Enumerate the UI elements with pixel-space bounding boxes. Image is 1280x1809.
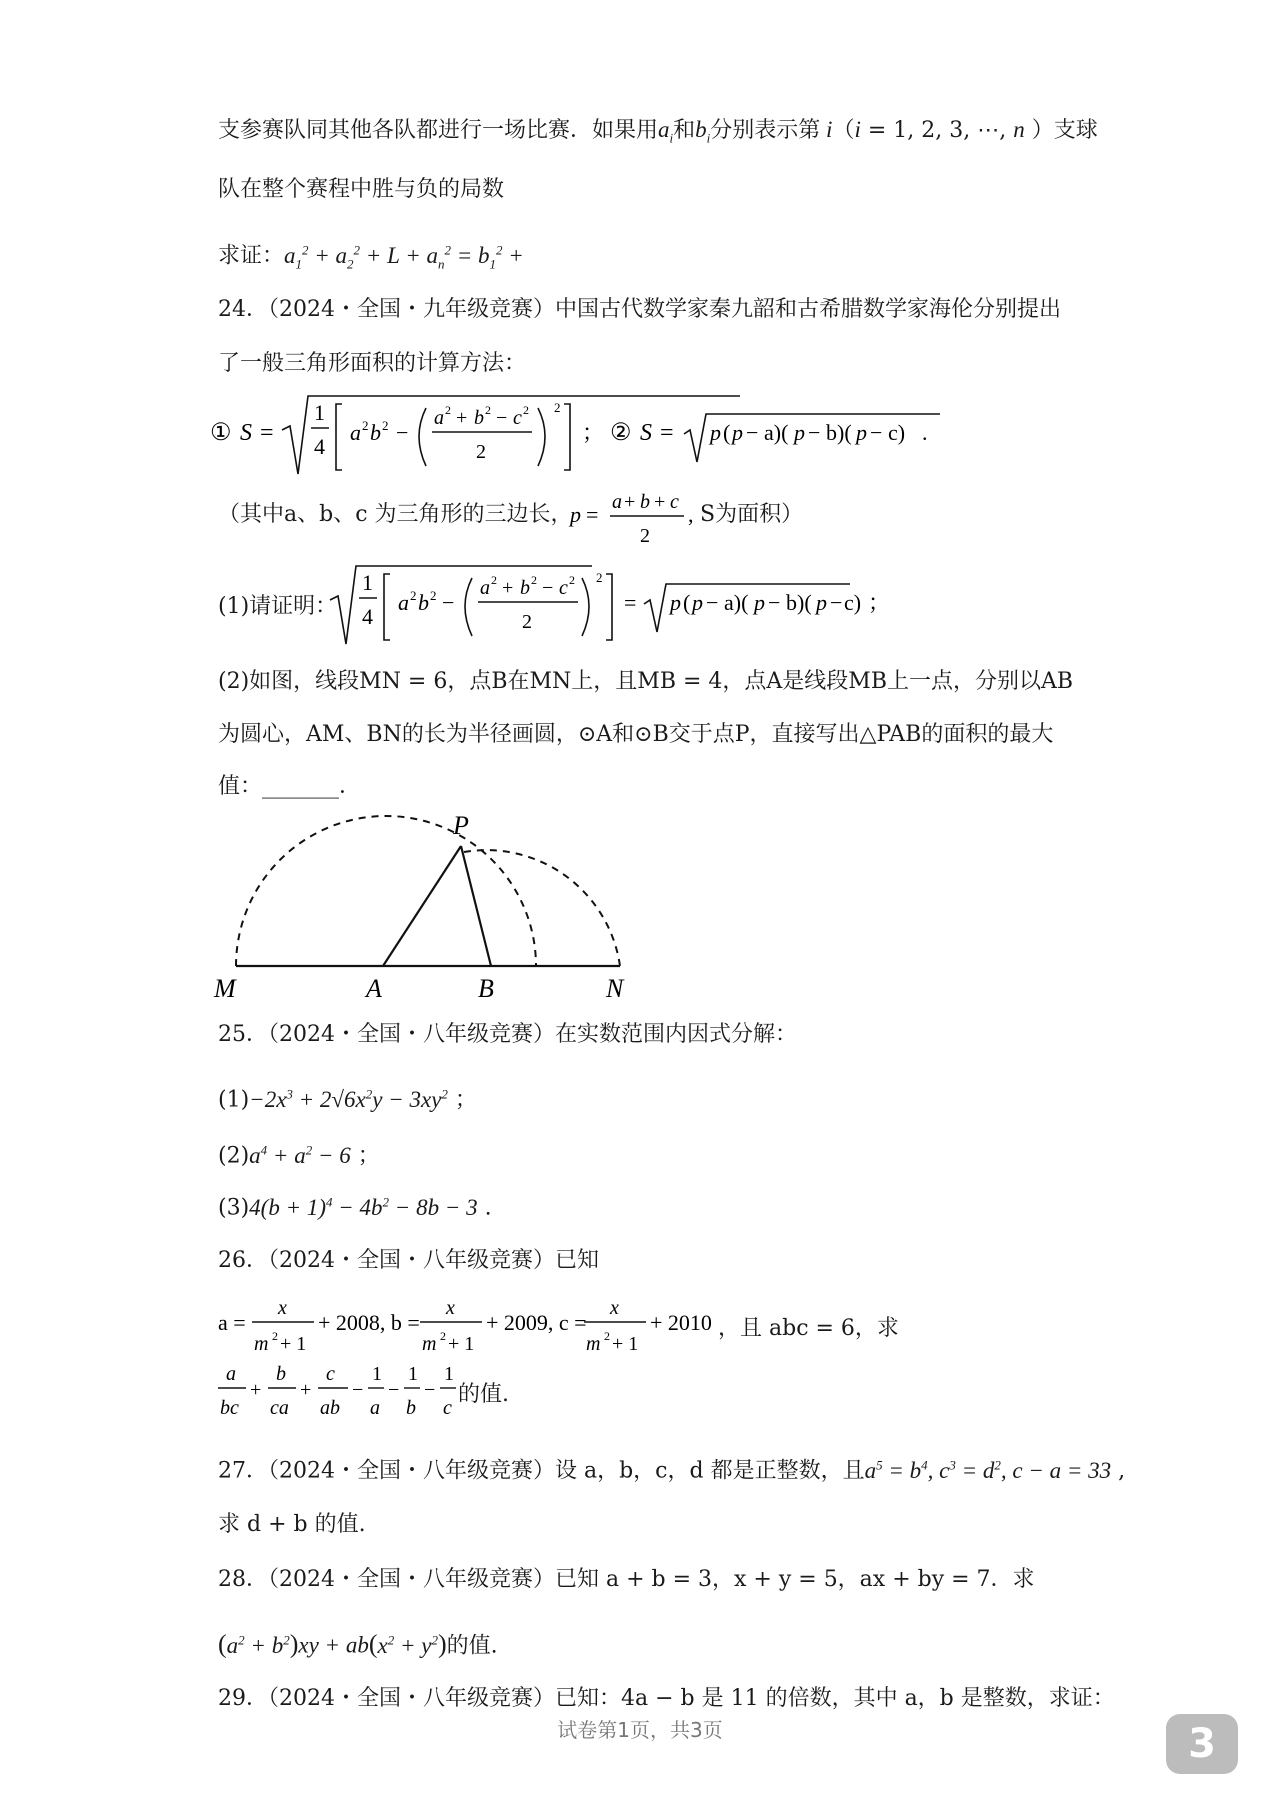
p24-q2-line2: 为圆心，AM、BN的长为半径画圆，⊙A和⊙B交于点P，直接写出△PAB的面积的最大 — [218, 722, 1054, 747]
svg-text:m: m — [254, 1333, 269, 1355]
p28-line1: 28．（2024・全国・八年级竞赛）已知 a + b = 3，x + y = 5，ax + by = 7．求 — [218, 1567, 1035, 1592]
svg-text:=: = — [660, 420, 674, 446]
svg-text:b: b — [520, 577, 530, 599]
svg-text:p: p — [732, 420, 743, 445]
svg-text:a: a — [226, 1363, 236, 1385]
p23-line3: 求证：$a_1^2 + a_2^2 + L + a_n^2 = b_1^2$ + — [218, 242, 524, 272]
svg-text:a =: a = — [218, 1310, 246, 1335]
svg-text:p: p — [670, 590, 681, 615]
svg-text:2: 2 — [445, 403, 451, 417]
svg-text:x: x — [610, 1297, 619, 1319]
svg-text:a: a — [350, 420, 361, 445]
svg-text:4: 4 — [362, 604, 373, 629]
svg-text:2: 2 — [569, 573, 575, 587]
svg-text:(: ( — [723, 420, 731, 445]
svg-text:b: b — [474, 407, 484, 429]
svg-text:；: ； — [868, 590, 891, 615]
p25-q2: $(2)a^4 + a^2 - 6$ ； — [218, 1142, 380, 1169]
svg-text:−: − — [706, 590, 719, 615]
svg-text:.: . — [922, 420, 928, 445]
geometry-figure — [200, 800, 660, 1010]
svg-text:1: 1 — [444, 1363, 454, 1385]
svg-text:2: 2 — [440, 1329, 446, 1343]
svg-text:S: S — [640, 420, 652, 446]
p24-q1-label: (1)请证明： — [218, 594, 338, 619]
p27-line2: 求 d + b 的值. — [218, 1512, 366, 1537]
p25-q1: $(1)-2x^3 + 2√6x^2y - 3xy^2$ ； — [218, 1086, 477, 1113]
svg-text:p: p — [794, 420, 805, 445]
p26-line1: 26．（2024・全国・八年级竞赛）已知 — [218, 1248, 599, 1273]
svg-text:c): c) — [888, 420, 906, 445]
p25-q3: $(3)4(b + 1)^4 - 4b^2 - 8b - 3$ . — [218, 1194, 492, 1221]
p24-q2-line3: 值：_______． — [218, 774, 362, 799]
svg-text:+ 1: + 1 — [612, 1333, 639, 1355]
svg-text:(: ( — [683, 590, 691, 615]
svg-text:a: a — [434, 407, 444, 429]
svg-text:1: 1 — [314, 400, 325, 425]
svg-text:+: + — [502, 577, 514, 599]
svg-text:2: 2 — [554, 400, 561, 415]
svg-text:2: 2 — [491, 573, 497, 587]
svg-text:−: − — [388, 1379, 400, 1401]
svg-text:2: 2 — [430, 588, 437, 603]
svg-text:m: m — [586, 1333, 601, 1355]
svg-text:2: 2 — [410, 588, 417, 603]
label-a: A — [366, 974, 382, 1003]
segment-pb — [461, 846, 491, 966]
svg-text:1: 1 — [408, 1363, 418, 1385]
svg-text:b: b — [406, 1397, 416, 1419]
page-number-badge[interactable]: 3 — [1166, 1714, 1238, 1774]
svg-text:+: + — [624, 491, 636, 513]
svg-text:S: S — [240, 420, 252, 446]
svg-text:+ 2009, c =: + 2009, c = — [486, 1310, 587, 1335]
svg-text:−: − — [830, 590, 843, 615]
svg-text:2: 2 — [362, 418, 369, 433]
svg-text:+ 1: + 1 — [448, 1333, 475, 1355]
svg-text:x: x — [446, 1297, 455, 1319]
svg-text:=: = — [586, 502, 599, 527]
svg-text:a: a — [480, 577, 490, 599]
svg-text:b: b — [370, 420, 381, 445]
svg-text:p: p — [754, 590, 765, 615]
circle-a-arc — [236, 816, 536, 966]
svg-text:a: a — [370, 1397, 380, 1419]
segment-pa — [383, 846, 461, 966]
svg-text:2: 2 — [272, 1329, 278, 1343]
svg-text:2: 2 — [382, 418, 389, 433]
svg-text:−: − — [396, 420, 409, 445]
svg-text:−: − — [352, 1379, 364, 1401]
p26-condition: ，且 abc = 6，求 — [718, 1316, 899, 1341]
p26-definitions — [218, 1292, 718, 1362]
svg-text:+: + — [654, 491, 666, 513]
svg-text:p: p — [692, 590, 703, 615]
svg-text:−: − — [496, 407, 508, 429]
svg-text:b)(: b)( — [786, 590, 812, 615]
p24-note: （其中a、b、c 为三角形的三边长， — [218, 502, 573, 527]
svg-text:；: ； — [582, 420, 605, 445]
label-n: N — [606, 974, 624, 1003]
svg-text:1: 1 — [362, 570, 373, 595]
svg-text:b: b — [418, 590, 429, 615]
p24-q2-line1: (2)如图，线段MN = 6，点B在MN上，且MB = 4，点A是线段MB上一点，分别以AB — [218, 669, 1074, 694]
identity-to-prove — [330, 560, 890, 650]
svg-text:,: , — [688, 502, 694, 527]
svg-text:+ 2010: + 2010 — [650, 1310, 712, 1335]
svg-text:x: x — [278, 1297, 287, 1319]
svg-text:+: + — [250, 1379, 262, 1401]
svg-text:b)(: b)( — [826, 420, 852, 445]
svg-text:=: = — [624, 590, 637, 615]
p29-line1: 29．（2024・全国・八年级竞赛）已知：4a − b 是 11 的倍数，其中 a，b 是整数，求证： — [218, 1686, 1115, 1711]
svg-text:2: 2 — [531, 573, 537, 587]
svg-text:2: 2 — [523, 403, 529, 417]
svg-text:b: b — [276, 1363, 286, 1385]
svg-text:−: − — [768, 590, 781, 615]
p23-line1: 支参赛队同其他各队都进行一场比赛．如果用$a_i$和$b_i$分别表示第 i（i = 1, 2, 3, ⋯, n ）支球 — [218, 117, 1098, 146]
svg-text:a: a — [612, 491, 622, 513]
p24-line2: 了一般三角形面积的计算方法： — [218, 351, 527, 376]
svg-text:c: c — [559, 577, 568, 599]
svg-text:c: c — [443, 1397, 452, 1419]
svg-text:c: c — [670, 491, 679, 513]
p24-note-tail: S为面积） — [700, 502, 804, 527]
svg-text:a)(: a)( — [764, 420, 789, 445]
svg-text:m: m — [422, 1333, 437, 1355]
svg-text:−: − — [746, 420, 759, 445]
svg-text:c): c) — [844, 590, 862, 615]
svg-text:b: b — [640, 491, 650, 513]
svg-text:−: − — [542, 577, 554, 599]
svg-text:+: + — [300, 1379, 312, 1401]
label-b: B — [478, 974, 494, 1003]
svg-text:a)(: a)( — [724, 590, 749, 615]
p25-line1: 25．（2024・全国・八年级竞赛）在实数范围内因式分解： — [218, 1022, 797, 1047]
p23-line2: 队在整个赛程中胜与负的局数 — [218, 177, 505, 202]
label-p: P — [453, 811, 469, 840]
p24-line1: 24．（2024・全国・九年级竞赛）中国古代数学家秦九韶和古希腊数学家海伦分别提出 — [218, 297, 1061, 322]
svg-text:−: − — [870, 420, 883, 445]
svg-text:2: 2 — [522, 611, 532, 633]
label-m: M — [214, 974, 236, 1003]
svg-text:1: 1 — [372, 1363, 382, 1385]
p28-line2: $(a^2 + b^2)xy + ab(x^2 + y^2)$的值. — [218, 1629, 498, 1659]
svg-text:2: 2 — [476, 441, 486, 463]
svg-text:p: p — [856, 420, 867, 445]
svg-text:−: − — [808, 420, 821, 445]
svg-text:=: = — [260, 420, 274, 446]
svg-text:bc: bc — [220, 1397, 239, 1419]
svg-text:p: p — [710, 420, 721, 445]
heron-formula-line — [210, 390, 928, 480]
svg-text:−: − — [442, 590, 455, 615]
svg-text:ab: ab — [320, 1397, 340, 1419]
svg-text:c: c — [513, 407, 522, 429]
svg-text:−: − — [424, 1379, 436, 1401]
svg-text:4: 4 — [314, 434, 325, 459]
page-footer: 试卷第1页，共3页 — [557, 1718, 723, 1742]
svg-text:+ 1: + 1 — [280, 1333, 307, 1355]
svg-text:+: + — [456, 407, 468, 429]
svg-text:2: 2 — [604, 1329, 610, 1343]
svg-text:p: p — [570, 502, 581, 527]
svg-text:②: ② — [610, 420, 632, 446]
svg-text:2: 2 — [640, 525, 650, 547]
svg-text:①: ① — [210, 420, 232, 446]
svg-text:ca: ca — [270, 1397, 289, 1419]
svg-text:+ 2008, b =: + 2008, b = — [318, 1310, 420, 1335]
p27-line1: 27．（2024・全国・八年级竞赛）设 a，b，c，d 都是正整数，且$a^5 = b^4$, $c^3 = d^2$, c − a = 33 , — [218, 1457, 1126, 1484]
svg-text:2: 2 — [596, 570, 603, 585]
svg-text:c: c — [326, 1363, 335, 1385]
svg-text:a: a — [398, 590, 409, 615]
p26-tail: 的值. — [458, 1382, 509, 1407]
svg-text:p: p — [816, 590, 827, 615]
svg-text:2: 2 — [485, 403, 491, 417]
